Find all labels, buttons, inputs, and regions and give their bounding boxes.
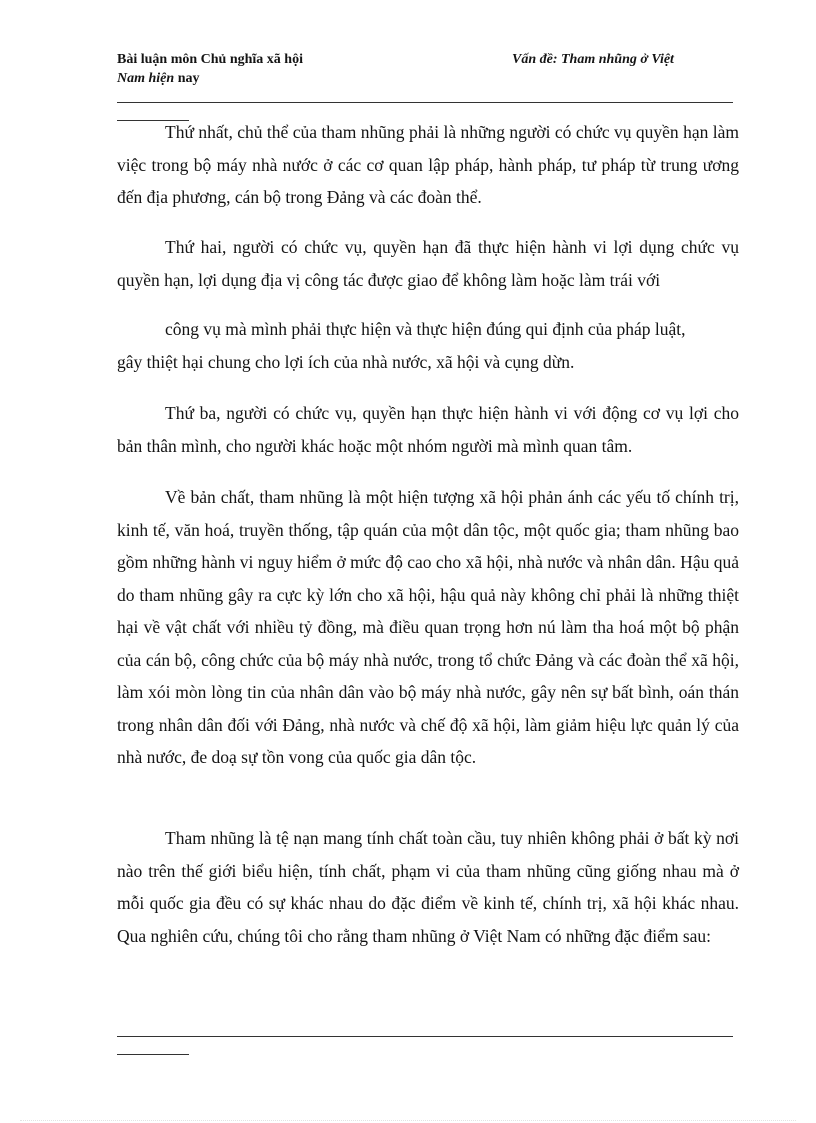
- header-left-line2-plain: nay: [174, 71, 200, 86]
- paragraph-3-line1: công vụ mà mình phải thực hiện và thực hiện đúng qui định của pháp luật,: [165, 319, 686, 339]
- page-edge-dots: [20, 1120, 796, 1121]
- header-left-line1: Bài luận môn Chủ nghĩa xã hội: [117, 52, 303, 67]
- header-right: Vấn đề: Tham nhũng ở Việt: [512, 52, 674, 67]
- paragraph-6: Tham nhũng là tệ nạn mang tính chất toàn cầu, tuy nhiên không phải ở bất kỳ nơi nào trên thế giới biểu hiện, tính chất, phạm vi của tham nhũng cũng giống nhau mà ở mỗi quốc gia đều có sự khác nhau do đặc điểm về kinh tế, chính trị, xã hội khác nhau. Qua nghiên cứu, chúng tôi cho rằng tham nhũng ở Việt Nam có những đặc điểm sau:: [117, 828, 739, 946]
- paragraph-4: Thứ ba, người có chức vụ, quyền hạn thực hiện hành vi với động cơ vụ lợi cho bản thân mình, cho người khác hoặc một nhóm người mà mình quan tâm.: [117, 403, 739, 456]
- paragraph-3-line2: gây thiệt hại chung cho lợi ích của nhà nước, xã hội và cụng dừn.: [117, 351, 575, 372]
- header-left: [117, 50, 303, 88]
- footer-rule: [117, 1036, 733, 1037]
- header-left-line2: [117, 69, 303, 88]
- header-rule: [117, 102, 733, 103]
- footer-rule-tail: [117, 1054, 189, 1055]
- paragraph-1: Thứ nhất, chủ thể của tham nhũng phải là những người có chức vụ quyền hạn làm việc trong bộ máy nhà nước ở các cơ quan lập pháp, hành pháp, tư pháp từ trung ương đến địa phương, cán bộ trong Đảng và các đoàn thể.: [117, 122, 739, 207]
- paragraph-3: [117, 313, 739, 378]
- paragraph-5: Về bản chất, tham nhũng là một hiện tượng xã hội phản ánh các yếu tố chính trị, kinh tế, văn hoá, truyền thống, tập quán của một dân tộc, một quốc gia; tham nhũng bao gồm những hành vi nguy hiểm ở mức độ cao cho xã hội, nhà nước và nhân dân. Hậu quả do tham nhũng gây ra cực kỳ lớn cho xã hội, hậu quả này không chỉ phải là những thiệt hại về vật chất với nhiều tỷ đồng, mà điều quan trọng hơn nú làm tha hoá một bộ phận của cán bộ, công chức của bộ máy nhà nước, trong tổ chức Đảng và các đoàn thể xã hội, làm xói mòn lòng tin của nhân dân vào bộ máy nhà nước, gây nên sự bất bình, oán thán trong nhân dân đối với Đảng, nhà nước và chế độ xã hội, làm giảm hiệu lực quản lý của nhà nước, đe doạ sự tồn vong của quốc gia dân tộc.: [117, 487, 739, 767]
- paragraph-2: Thứ hai, người có chức vụ, quyền hạn đã thực hiện hành vi lợi dụng chức vụ quyền hạn, lợi dụng địa vị công tác được giao để không làm hoặc làm trái với: [117, 237, 739, 290]
- header-left-line2-italic: Nam hiện: [117, 71, 175, 86]
